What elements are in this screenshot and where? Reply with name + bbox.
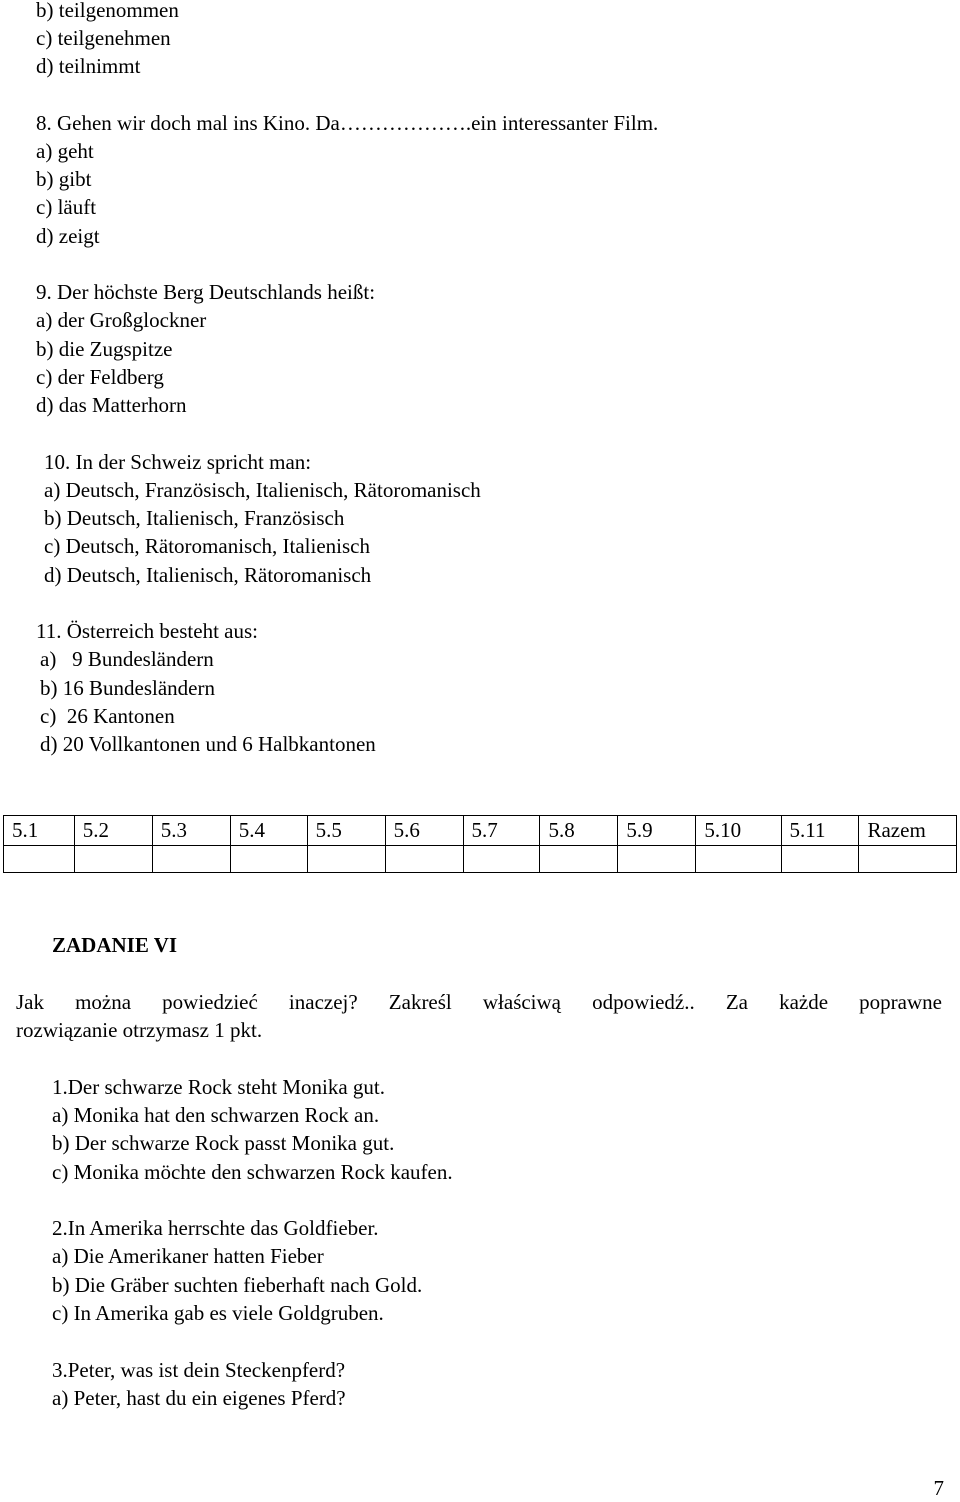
- q8-option-d: d) zeigt: [36, 224, 100, 248]
- score-entry-cell[interactable]: [463, 846, 540, 873]
- q9-option-a: a) der Großglockner: [36, 308, 207, 332]
- item-1-question: 1.Der schwarze Rock steht Monika gut.: [52, 1075, 385, 1099]
- q9-option-d: d) das Matterhorn: [36, 393, 187, 417]
- q10-option-d: d) Deutsch, Italienisch, Rätoromanisch: [44, 563, 372, 587]
- score-entry-cell[interactable]: [859, 846, 957, 873]
- score-table-entry-row: [4, 846, 957, 873]
- score-entry-cell[interactable]: [618, 846, 696, 873]
- item-2-question: 2.In Amerika herrschte das Goldfieber.: [52, 1216, 379, 1240]
- instruction-line-1: [16, 988, 942, 1016]
- q7-option-b: b) teilgenommen: [36, 0, 179, 22]
- score-entry-cell[interactable]: [74, 846, 152, 873]
- section-title: ZADANIE VI: [52, 933, 178, 957]
- score-entry-cell[interactable]: [781, 846, 859, 873]
- score-header-cell: 5.11: [781, 816, 859, 846]
- q7-option-c: c) teilgenehmen: [36, 26, 171, 50]
- item-2-option-b: b) Die Gräber suchten fieberhaft nach Gold.: [52, 1273, 423, 1297]
- score-header-cell: 5.6: [385, 816, 463, 846]
- page-number: 7: [933, 1476, 944, 1500]
- score-table: [3, 815, 957, 873]
- q7-option-d: d) teilnimmt: [36, 54, 141, 78]
- score-header-cell: 5.9: [618, 816, 696, 846]
- item-1-option-b: b) Der schwarze Rock passt Monika gut.: [52, 1131, 395, 1155]
- q8-question: 8. Gehen wir doch mal ins Kino. Da……………….ein interessanter Film.: [36, 111, 659, 135]
- q8-option-b: b) gibt: [36, 167, 92, 191]
- q10-option-c: c) Deutsch, Rätoromanisch, Italienisch: [44, 534, 370, 558]
- score-entry-cell[interactable]: [152, 846, 230, 873]
- q10-question: 10. In der Schweiz spricht man:: [44, 450, 312, 474]
- score-entry-cell[interactable]: [230, 846, 307, 873]
- q9-question: 9. Der höchste Berg Deutschlands heißt:: [36, 280, 376, 304]
- item-3-question: 3.Peter, was ist dein Steckenpferd?: [52, 1358, 346, 1382]
- q8-option-a: a) geht: [36, 139, 94, 163]
- item-2-option-a: a) Die Amerikaner hatten Fieber: [52, 1244, 324, 1268]
- q8-option-c: c) läuft: [36, 195, 97, 219]
- score-header-cell: 5.5: [307, 816, 385, 846]
- score-header-cell: 5.7: [463, 816, 540, 846]
- item-1-option-a: a) Monika hat den schwarzen Rock an.: [52, 1103, 380, 1127]
- item-2-option-c: c) In Amerika gab es viele Goldgruben.: [52, 1301, 384, 1325]
- q11-option-a: a) 9 Bundesländern: [40, 647, 214, 671]
- q10-option-a: a) Deutsch, Französisch, Italienisch, Rätoromanisch: [44, 478, 481, 502]
- q11-option-c: c) 26 Kantonen: [40, 704, 175, 728]
- score-header-cell: 5.10: [696, 816, 781, 846]
- instruction-line-2: rozwiązanie otrzymasz 1 pkt.: [16, 1018, 263, 1042]
- score-entry-cell[interactable]: [696, 846, 781, 873]
- q9-option-b: b) die Zugspitze: [36, 337, 173, 361]
- score-table-header-row: [4, 816, 957, 846]
- score-entry-cell[interactable]: [385, 846, 463, 873]
- q11-option-d: d) 20 Vollkantonen und 6 Halbkantonen: [40, 732, 376, 756]
- score-header-cell: 5.8: [540, 816, 618, 846]
- item-1-option-c: c) Monika möchte den schwarzen Rock kaufen.: [52, 1160, 453, 1184]
- score-header-cell: 5.3: [152, 816, 230, 846]
- q11-option-b: b) 16 Bundesländern: [40, 676, 215, 700]
- q10-option-b: b) Deutsch, Italienisch, Französisch: [44, 506, 345, 530]
- score-header-cell: Razem: [859, 816, 957, 846]
- item-3-option-a: a) Peter, hast du ein eigenes Pferd?: [52, 1386, 346, 1410]
- score-entry-cell[interactable]: [4, 846, 75, 873]
- score-header-cell: 5.2: [74, 816, 152, 846]
- q9-option-c: c) der Feldberg: [36, 365, 164, 389]
- score-entry-cell[interactable]: [540, 846, 618, 873]
- q11-question: 11. Österreich besteht aus:: [36, 619, 258, 643]
- score-header-cell: 5.4: [230, 816, 307, 846]
- score-entry-cell[interactable]: [307, 846, 385, 873]
- instruction-text-1: Jak można powiedzieć inaczej? Zakreśl właściwą odpowiedź.. Za każde poprawne: [16, 990, 942, 1014]
- score-header-cell: 5.1: [4, 816, 75, 846]
